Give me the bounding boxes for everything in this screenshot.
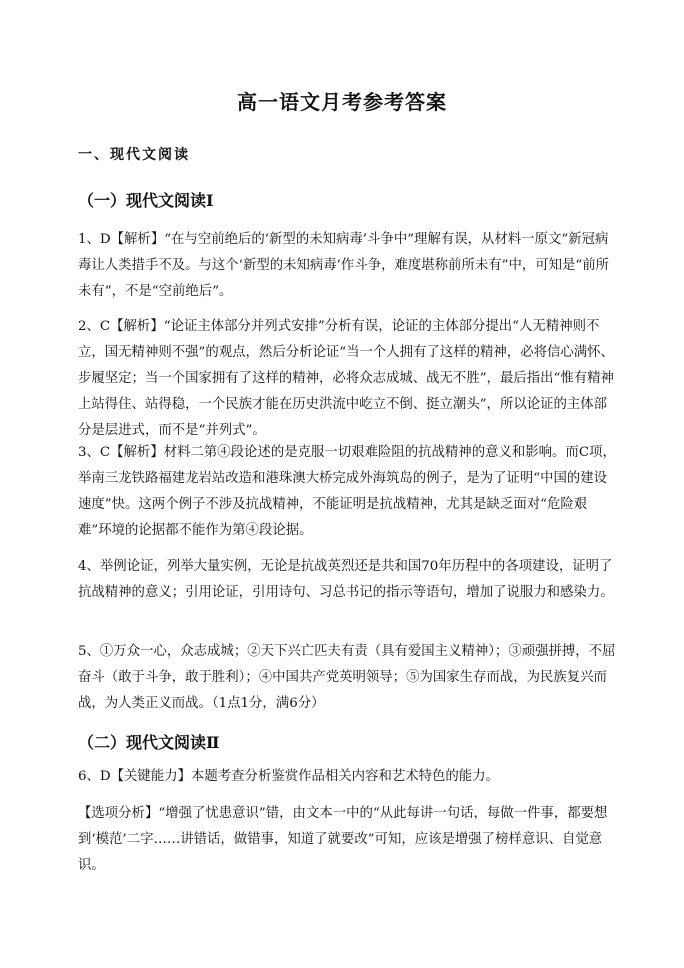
sub-heading-reading-1: （一）现代文阅读Ⅰ (78, 191, 214, 210)
sub-heading-reading-2: （二）现代文阅读Ⅱ (78, 733, 220, 752)
option-analysis-paragraph: 【选项分析】“增强了忧患意识”错，由文本一中的“从此每讲一句话，每做一件事，都要想到‘模范’二字……讲错话，做错事，知道了就要改”可知，应该是增强了榜样意识、自觉意识。 (78, 806, 608, 873)
answer-paragraph-1: 1、D【解析】“在与空前绝后的‘新型的未知病毒’斗争中”理解有误，从材料一原文“新冠病毒让人类措手不及。与这个‘新型的未知病毒’作斗争，难度堪称前所未有”中，可知是“前所未有”，不是“空前绝后”。 (78, 232, 610, 299)
answer-paragraph-3: 3、C【解析】材料二第④段论述的是克服一切艰难险阻的抗战精神的意义和影响。而C项，举南三龙铁路福建龙岩站改造和港珠澳大桥完成外海筑岛的例子，是为了证明“中国的建设速度”快。这两个例子不涉及抗战精神，不能证明是抗战精神，尤其是缺乏面对“危险艰难”环境的论据都不能作为第④段论据。 (78, 445, 616, 538)
answer-paragraph-5: 5、①万众一心，众志成城；②天下兴亡匹夫有责（具有爱国主义精神）；③顽强拼搏，不屈奋斗（敢于斗争，敢于胜利）；④中国共产党英明领导；⑤为国家生存而战，为民族复兴而战，为人类正义而战。（1点1分，满6分） (78, 644, 616, 711)
answer-paragraph-2: 2、C【解析】“论证主体部分并列式安排”分析有误，论证的主体部分提出“人无精神则不立，国无精神则不强”的观点，然后分析论证“当一个人拥有了这样的精神，必将信心满怀、步履坚定；当一个国家拥有了这样的精神，必将众志成城、战无不胜”，最后指出“惟有精神上站得住、站得稳，一个民族才能在历史洪流中屹立不倒、挺立潮头”，所以论证的主体部分是层进式，而不是“并列式”。 (78, 319, 614, 438)
document-title: 高一语文月考参考答案 (237, 90, 447, 114)
section-heading: 一、现代文阅读 (78, 147, 190, 163)
answer-paragraph-4: 4、举例论证，列举大量实例，无论是抗战英烈还是共和国70年历程中的各项建设，证明了抗战精神的意义；引用论证，引用诗句、习总书记的指示等语句，增加了说服力和感染力。 (78, 559, 614, 600)
answer-paragraph-6: 6、D【关键能力】本题考查分析鉴赏作品相关内容和艺术特色的能力。 (78, 769, 499, 784)
